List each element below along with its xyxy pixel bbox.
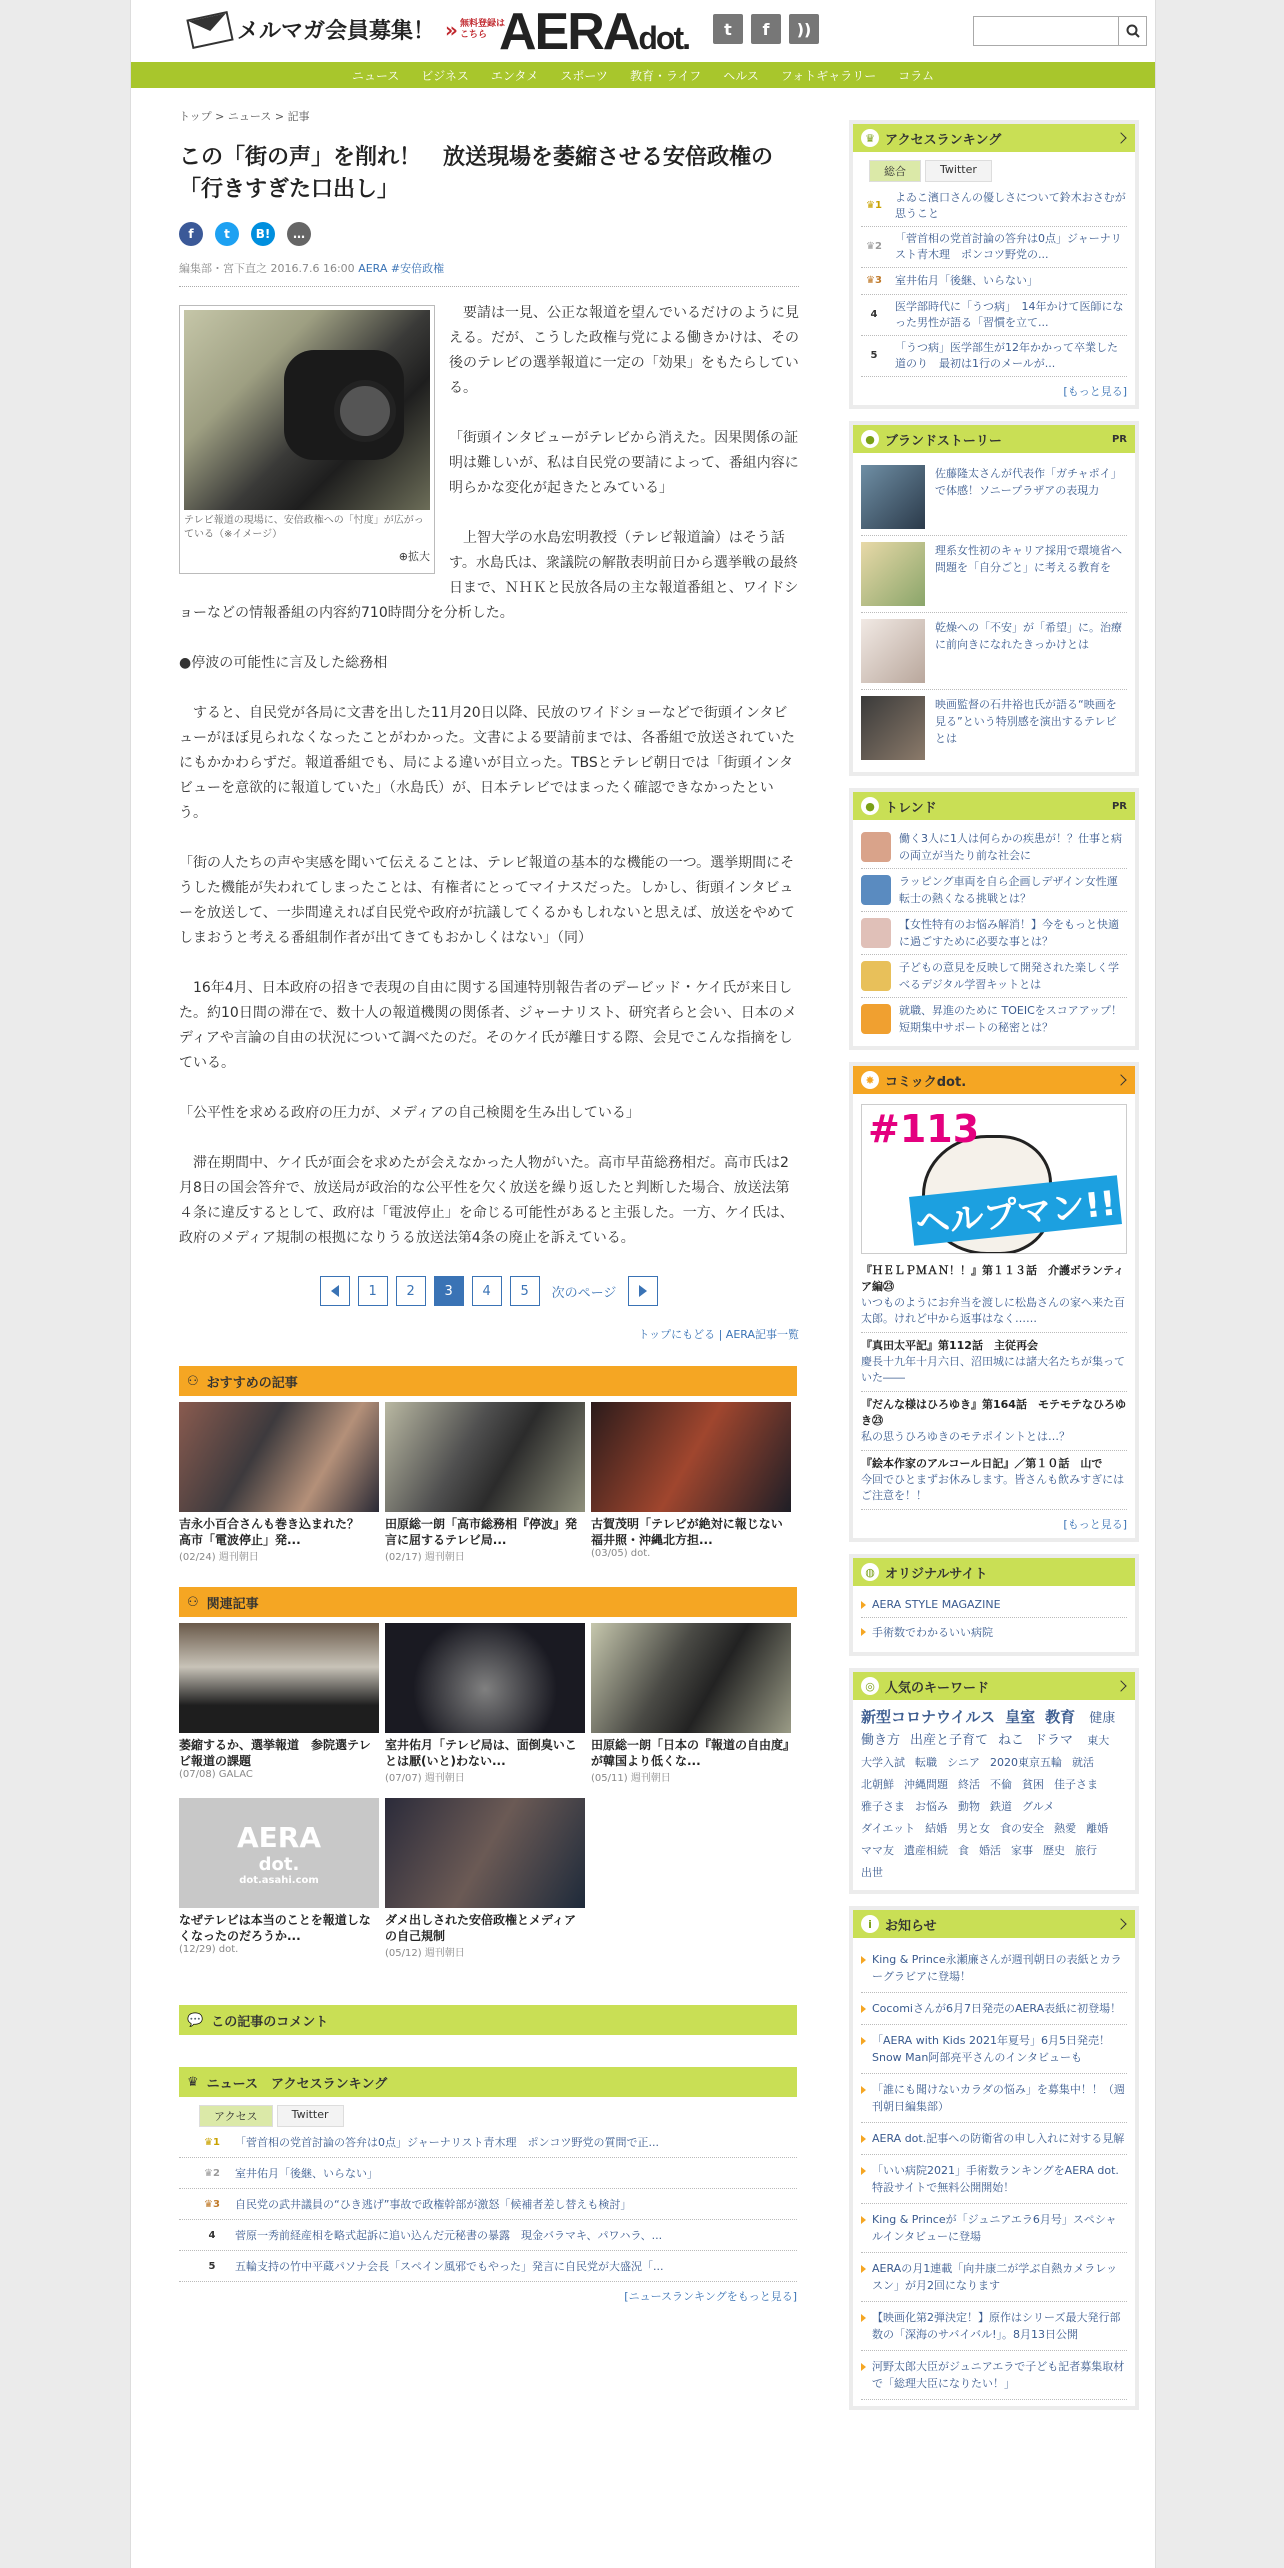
card-sub: (05/11) 週刊朝日 [591, 1773, 671, 1784]
ranking-title: 菅原一秀前経産相を略式起訴に追い込んだ元秘書の暴露 現金バラマキ、パワハラ、... [235, 2229, 663, 2242]
photo-caption: テレビ報道の現場に、安倍政権への「忖度」が広がっている（※イメージ） [184, 515, 424, 540]
card-title: 田原総一朗「高市総務相『停波』発言に屈するテレビ局... [385, 1517, 578, 1547]
recommended-thumb [591, 1402, 791, 1512]
keyword-link[interactable]: 出産と子育て [910, 1733, 989, 1748]
ranking-title: 「菅首相の党首討論の答弁は0点」ジャーナリスト青木理 ポンコツ野党の... [895, 232, 1122, 261]
brand-item[interactable] [861, 690, 1127, 766]
network-icon: ⚇ [187, 1373, 199, 1389]
keywords-title: 人気のキーワード [885, 1680, 990, 1696]
card-sub: (03/05) dot. [591, 1548, 651, 1559]
news-ranking-tabs [199, 2105, 797, 2127]
related-thumb [179, 1623, 379, 1733]
nav-item-column[interactable]: コラム [898, 68, 935, 83]
tab-overall[interactable]: 総合 [869, 160, 921, 182]
social-links [713, 14, 819, 44]
comic-more-link[interactable]: [もっと見る] [1063, 1518, 1127, 1531]
keyword-cloud [853, 1700, 1135, 1890]
ranking-item[interactable] [861, 227, 1127, 268]
article-meta [179, 260, 799, 287]
bronze-crown-icon: ♛3 [866, 275, 882, 286]
nav-item-entertainment[interactable]: エンタメ [490, 68, 539, 83]
notice-item[interactable]: King & Prince永瀬廉さんが週刊朝日の表紙とカラーグラビアに登場！ [861, 1944, 1127, 1993]
next-page-link[interactable]: 次のページ [551, 1285, 617, 1301]
keyword-link[interactable]: 大学入試 [861, 1756, 905, 1769]
comic-item-desc: いつものようにお弁当を渡しに松島さんの家へ来た百太郎。けれど中から返事はなく…… [861, 1296, 1125, 1325]
ranking-title: 「菅首相の党首討論の答弁は0点」ジャーナリスト青木理 ポンコツ野党の質問で正... [235, 2136, 660, 2149]
pr-badge: PR [1111, 800, 1127, 812]
trend-item[interactable] [861, 912, 1127, 955]
ranking-row[interactable] [179, 2189, 797, 2220]
arrow-right-icon [639, 1285, 647, 1297]
brand-story-title: ブランドストーリー [885, 433, 1002, 449]
keyword-link[interactable]: 離婚 [1086, 1822, 1109, 1835]
keyword-link[interactable]: 家事 [1011, 1844, 1033, 1857]
ranking-row[interactable] [179, 2158, 797, 2189]
page-2-button[interactable]: 2 [396, 1276, 426, 1306]
person-icon: ● [861, 797, 879, 815]
envelope-icon [186, 10, 233, 48]
trend-item[interactable] [861, 998, 1127, 1040]
keyword-link[interactable]: 鉄道 [990, 1800, 1012, 1813]
site-header [131, 0, 1155, 62]
brand-item[interactable] [861, 459, 1127, 536]
brand-text: 佐藤隆太さんが代表作「ガチャポイ」で体感！ソニープラザアの表現力 [935, 467, 1122, 497]
keyword-link[interactable]: 佳子さま [1054, 1778, 1098, 1791]
keyword-link[interactable]: 男と女 [957, 1822, 991, 1835]
breadcrumb: トップ > ニュース > 記事 [179, 110, 310, 123]
ranking-title: 「うつ病」医学部生が12年かかって卒業した道のり 最初は1行のメールが... [895, 341, 1118, 370]
notice-item[interactable]: 「誰にも聞けないカラダの悩み」を募集中！！（週刊朝日編集部） [861, 2074, 1127, 2123]
keyword-link[interactable]: 新型コロナウイルス [861, 1708, 996, 1726]
sidebar [849, 120, 1139, 2422]
recommended-grid [179, 1402, 803, 1563]
prev-page-button[interactable] [320, 1276, 350, 1306]
notice-item[interactable]: 「いい病院2021」手術数ランキングをAERA dot.特設サイトで無料公開開始！ [861, 2155, 1127, 2204]
camera-photo [184, 310, 430, 510]
trend-text: 就職、昇進のために TOEICをスコアアップ！短期集中サポートの秘密とは？ [899, 1004, 1122, 1034]
silver-crown-icon: ♛2 [866, 241, 882, 252]
keyword-link[interactable]: 熱愛 [1054, 1822, 1077, 1835]
ranking-row[interactable] [179, 2220, 797, 2251]
keyword-link[interactable]: ねこ [998, 1733, 1025, 1748]
comic-item[interactable] [861, 1392, 1127, 1451]
search-input[interactable] [973, 16, 1119, 46]
search-icon [1126, 24, 1140, 38]
article-paragraph: 滞在期間中、ケイ氏が面会を求めたが会えなかった人物がいた。高市早苗総務相だ。高市氏は2月8日の国会答弁で、放送局が政治的な公平性を欠く放送を繰り返したと判断した場合、放送法第４条に違反するとして、政府は「電波停止」を命じる可能性があると主張した。一方、ケイ氏は、政府のメディア規制の根拠になりうる放送法第4条の廃止を訴えている。 [179, 1155, 794, 1246]
rank-number: 5 [208, 2260, 216, 2272]
notice-item[interactable]: 河野太郎大臣がジュニアエラで子ども記者募集取材で「総理大臣になりたい！」 [861, 2351, 1127, 2400]
article-paragraph: 上智大学の水島宏明教授（テレビ報道論）はそう話す。水島氏は、衆議院の解散表明前日から選挙戦の最終日まで、ＮＨＫと民放各局の主な報道番組と、ワイドショーなどの情報番組の内容約710時間分を分析した。 [179, 530, 799, 621]
keyword-link[interactable]: 貧困 [1022, 1778, 1044, 1791]
card-title: 室井佑月「テレビ局は、面倒臭いことは厭(いと)わない... [385, 1738, 577, 1768]
hatena-bookmark-icon[interactable]: B! [251, 222, 275, 246]
mail-signup-text: 無料登録は こちら [459, 18, 505, 40]
keyword-link[interactable]: 終活 [958, 1778, 980, 1791]
comic-box [849, 1062, 1139, 1542]
notice-header[interactable] [853, 1910, 1135, 1938]
ranking-item[interactable] [861, 336, 1127, 377]
chevron-right-icon [1115, 132, 1126, 143]
aera-dot-placeholder-thumb [179, 1798, 379, 1908]
article-paragraph: 「街頭インタビューがテレビから消えた。因果関係の証明は難しいが、私は自民党の要請によって、番組内容に明らかな変化が起きたとみている」 [449, 430, 799, 496]
article-paragraph: すると、自民党が各局に文書を出した11月20日以降、民放のワイドショーなどで街頭インタビューがほぼ見られなくなったことがわかった。文書による要請前までは、各番組で放送されていたにもかかわらずだ。報道番組でも、局による違いが目立った。TBSとテレビ朝日では「街頭インタビューを意欲的に報道していた」（水島氏）が、日本テレビではまったく確認できなかったという。 [179, 705, 795, 821]
trend-thumb [861, 875, 891, 905]
keyword-link[interactable]: 働き方 [861, 1733, 901, 1748]
related-card[interactable] [385, 1798, 585, 1959]
keyword-link[interactable]: 遺産相続 [904, 1844, 948, 1857]
nav-item-health[interactable]: ヘルス [723, 68, 759, 83]
tab-twitter[interactable]: Twitter [277, 2105, 344, 2127]
article-main [169, 108, 809, 2304]
ranking-title: よゐこ濱口さんの優しさについて鈴木おさむが思うこと [895, 191, 1126, 220]
card-title: なぜテレビは本当のことを報道しなくなったのだろうか... [179, 1913, 371, 1943]
brand-thumb [861, 696, 925, 760]
brand-story-header [853, 425, 1135, 453]
notice-item[interactable]: Cocomiさんが6月7日発売のAERA表紙に初登場！ [861, 1993, 1127, 2025]
notice-box [849, 1906, 1139, 2410]
ranking-title: 自民党の武井議員の“ひき逃げ”事故で政権幹部が激怒「候補者差し替えも検討」 [235, 2198, 632, 2211]
recommended-thumb [179, 1402, 379, 1512]
keyword-link[interactable]: ダイエット [861, 1822, 916, 1835]
trend-item[interactable] [861, 869, 1127, 912]
back-links: トップにもどる | AERA記事一覧 [638, 1328, 799, 1341]
speech-bubble-icon: 💬 [187, 2012, 204, 2028]
zoom-link[interactable]: ⊕拡大 [398, 550, 430, 563]
card-title: ダメ出しされた安倍政権とメディアの自己規制 [385, 1913, 577, 1943]
twitter-share-icon[interactable]: t [215, 222, 239, 246]
notice-item[interactable]: 【映画化第2弾決定！】原作はシリーズ最大発行部数の「深海のサバイバル!」。8月13日公開 [861, 2302, 1127, 2351]
globe-icon: ◍ [861, 1563, 879, 1581]
pagination [169, 1276, 809, 1306]
comment-icon[interactable]: … [287, 222, 311, 246]
chevron-right-icon [1115, 1918, 1126, 1929]
page-5-button[interactable]: 5 [510, 1276, 540, 1306]
original-site-link[interactable]: 手術数でわかるいい病院 [861, 1618, 1127, 1646]
recommended-card[interactable] [591, 1402, 791, 1563]
comic-item-title: 『だんな様はひろゆき』第164話 モテモテなひろゆき㉓ [861, 1398, 1126, 1427]
related-card[interactable] [591, 1623, 791, 1784]
related-thumb [385, 1798, 585, 1908]
card-sub: (02/24) 週刊朝日 [179, 1552, 259, 1563]
keyword-link[interactable]: 旅行 [1075, 1844, 1097, 1857]
trend-title: トレンド [885, 800, 937, 816]
rank-number: 4 [870, 309, 878, 320]
related-card[interactable] [385, 1623, 585, 1784]
keyword-link[interactable]: 出世 [861, 1866, 883, 1879]
article-tag-link[interactable]: #安倍政権 [390, 262, 445, 275]
trend-item[interactable] [861, 955, 1127, 998]
page-1-button[interactable]: 1 [358, 1276, 388, 1306]
recommended-thumb [385, 1402, 585, 1512]
twitter-icon[interactable]: t [713, 14, 743, 44]
brand-text: 乾燥への「不安」が「希望」に。治療に前向きになれたきっかけとは [935, 621, 1122, 651]
brand-thumb [861, 619, 925, 683]
aera-list-link[interactable]: AERA記事一覧 [725, 1328, 799, 1341]
comic-item-title: 『絵本作家のアルコール日記』／第１０話 山で [861, 1457, 1103, 1470]
nav-item-photo[interactable]: フォトギャラリー [780, 68, 877, 83]
card-title: 田原総一朗「日本の『報道の自由度』が韓国より低くな... [591, 1738, 790, 1768]
related-card[interactable] [179, 1623, 379, 1784]
keyword-link[interactable]: 北朝鮮 [861, 1778, 894, 1791]
keyword-link[interactable]: 転職 [915, 1756, 937, 1769]
keyword-link[interactable]: 歴史 [1043, 1844, 1065, 1857]
trend-thumb [861, 1004, 891, 1034]
notice-item[interactable]: 「AERA with Kids 2021年夏号」6月5日発売！Snow Man阿部亮平さんのインタビューも [861, 2025, 1127, 2074]
recommended-title: おすすめの記事 [206, 1375, 298, 1391]
page-container [130, 0, 1156, 2568]
card-title: 萎縮するか、選挙報道 参院選テレビ報道の課題 [179, 1738, 371, 1768]
keyword-link[interactable]: 結婚 [925, 1822, 948, 1835]
nav-item-sports[interactable]: スポーツ [560, 68, 608, 83]
trend-thumb [861, 918, 891, 948]
comic-item[interactable] [861, 1333, 1127, 1392]
silver-crown-icon: ♛ 2 [204, 2167, 220, 2179]
article-title: この「街の声」を削れ！ 放送現場を萎縮させる安倍政権の「行きすぎた口出し」 [179, 145, 774, 202]
news-ranking-box [179, 2105, 797, 2304]
comic-item[interactable] [861, 1258, 1127, 1333]
article-paragraph: 「街の人たちの声や実感を聞いて伝えることは、テレビ報道の基本的な機能の一つ。選挙期間にそうした機能が失われてしまったことは、有権者にとってマイナスだった。しかし、街頭インタビューを放送して、一歩間違えれば自民党や政府が抗議してくるかもしれないと思えば、放送をやめてしまおうと考える番組制作者が出てきてもおかしくはない」（同） [179, 855, 795, 946]
keyword-link[interactable]: 不倫 [990, 1778, 1012, 1791]
related-grid [179, 1623, 803, 1959]
sun-icon: ✸ [861, 1071, 879, 1089]
brand-item[interactable] [861, 536, 1133, 613]
comic-item-desc: 慶長十九年十月六日、沼田城には諸大名たちが集っていた―― [861, 1355, 1125, 1384]
search-box [973, 16, 1147, 46]
comic-item-desc: 今回でひとまずお休みします。皆さんも飲みすぎにはご注意を！！ [861, 1473, 1125, 1502]
access-ranking-box [849, 120, 1139, 409]
rank-number: 4 [208, 2229, 216, 2241]
trend-text: 子どもの意見を反映して開発された楽しく学べるデジタル学習キットとは [899, 961, 1119, 991]
card-sub: (02/17) 週刊朝日 [385, 1552, 465, 1563]
breadcrumb-news[interactable]: ニュース [227, 110, 272, 123]
nav-item-education[interactable]: 教育・ライフ [629, 68, 702, 83]
brand-thumb [861, 542, 925, 606]
gold-crown-icon: ♛ 1 [204, 2136, 220, 2148]
facebook-icon[interactable]: f [751, 14, 781, 44]
comic-item[interactable] [861, 1451, 1127, 1510]
related-thumb [385, 1623, 585, 1733]
keyword-link[interactable]: 食の安全 [1000, 1822, 1045, 1835]
keyword-link[interactable]: 沖縄問題 [904, 1778, 948, 1791]
comic-item-title: 『ＨＥＬＰＭＡＮ！！』第１１３話 介護ボランティア編㉓ [861, 1264, 1125, 1293]
related-thumb [591, 1623, 791, 1733]
brand-story-box [849, 421, 1139, 776]
crown-icon: ♛ [187, 2074, 199, 2090]
keyword-link[interactable]: お悩み [915, 1800, 948, 1813]
ranking-title: 室井佑月「後継、いらない」 [235, 2167, 378, 2180]
breadcrumb-top[interactable]: トップ [179, 110, 212, 123]
card-sub: (12/29) dot. [179, 1944, 239, 1955]
ranking-item[interactable] [861, 295, 1127, 336]
back-to-top-link[interactable]: トップにもどる [638, 1328, 716, 1341]
card-title: 吉永小百合さんも巻き込まれた？ 高市「電波停止」発... [179, 1517, 372, 1547]
network-icon: ⚇ [187, 1594, 199, 1610]
original-site-box [849, 1554, 1139, 1656]
access-ranking-header[interactable] [853, 124, 1135, 152]
site-logo[interactable] [499, 2, 689, 62]
logo-dot: dot. [638, 20, 689, 56]
chevron-right-icon [1115, 1680, 1126, 1691]
keyword-link[interactable]: ママ友 [861, 1844, 894, 1857]
comments-header [179, 2005, 797, 2035]
comic-episode-number: #113 [868, 1107, 980, 1151]
ranking-row[interactable] [179, 2251, 797, 2282]
info-icon: i [861, 1915, 879, 1933]
next-page-button[interactable] [628, 1276, 658, 1306]
ranking-title: 室井佑月「後継、いらない」 [895, 274, 1038, 287]
brand-text: 映画監督の石井裕也氏が語る“映画を見る”という特別感を演出するテレビとは [935, 698, 1117, 745]
card-sub: (07/08) GALAC [179, 1769, 253, 1780]
keyword-link[interactable]: 食 [958, 1844, 969, 1857]
article-photo[interactable] [179, 305, 435, 574]
brand-item[interactable] [861, 613, 1127, 690]
original-site-header [853, 1558, 1135, 1586]
trend-thumb [861, 832, 891, 862]
keyword-link[interactable]: 教育 [1045, 1708, 1076, 1726]
thumb-logo-main: AERA [236, 1820, 322, 1854]
keyword-link[interactable]: 婚活 [979, 1844, 1001, 1857]
news-ranking-more-link[interactable]: [ニュースランキングをもっと見る] [624, 2290, 797, 2303]
mail-magazine-title: メルマガ会員募集！ [237, 19, 436, 44]
crown-icon: ♛ [861, 129, 879, 147]
card-title: 古賀茂明「テレビが絶対に報じない福井照・沖縄北方担... [591, 1517, 783, 1547]
article-paragraph: 「公平性を求める政府の圧力が、メディアの自己検閲を生み出している」 [179, 1105, 640, 1121]
brand-text: 理系女性初のキャリア採用で環境省へ 問題を「自分ごと」に考える教育を [935, 544, 1133, 574]
comic-cover[interactable] [861, 1104, 1127, 1254]
chevron-right-icon [1115, 1074, 1126, 1085]
recommended-header [179, 1366, 797, 1396]
rank-number: 5 [870, 350, 878, 361]
news-ranking-header [179, 2067, 797, 2097]
access-more-link[interactable]: [もっと見る] [1063, 385, 1127, 398]
brand-thumb [861, 465, 925, 529]
keyword-link[interactable]: グルメ [1022, 1800, 1055, 1813]
pr-badge: PR [1111, 433, 1127, 445]
ranking-row[interactable] [179, 2127, 797, 2158]
comic-title: コミックdot. [885, 1074, 967, 1090]
comic-item-desc: 私の思うひろゆきのモテポイントとは…？ [861, 1430, 1070, 1443]
person-icon: ● [861, 430, 879, 448]
comic-item-title: 『真田太平記』第112話 主従再会 [861, 1339, 1038, 1352]
notice-item[interactable]: AERA dot.記事への防衛省の申し入れに対する見解 [861, 2123, 1127, 2155]
recommended-card[interactable] [179, 1402, 379, 1563]
article-paragraph: 16年4月、日本政府の招きで表現の自由に関する国連特別報告者のデービッド・ケイ氏が来日した。約10日間の滞在で、数十人の報道機関の関係者、ジャーナリスト、研究者らと会い、日本のメディアや言論の自由の状況について調べたのだ。そのケイ氏が離日する際、会見でこんな指摘をしている。 [179, 980, 797, 1071]
comments-title: この記事のコメント [211, 2014, 329, 2030]
trend-text: ラッピング車両を自ら企画しデザイン女性運転士の熱くなる挑戦とは？ [899, 875, 1118, 905]
card-sub: (05/12) 週刊朝日 [385, 1948, 465, 1959]
main-nav [131, 62, 1155, 88]
keyword-link[interactable]: 2020東京五輪 [990, 1756, 1062, 1769]
article-source-link[interactable]: AERA [358, 262, 388, 275]
trend-text: 働く3人に1人は何らかの疾患が！？仕事と病の両立が当たり前な社会に [899, 832, 1122, 862]
keyword-link[interactable]: 東大 [1087, 1734, 1110, 1747]
related-title: 関連記事 [206, 1596, 259, 1612]
breadcrumb-article: 記事 [287, 110, 310, 123]
nav-item-business[interactable]: ビジネス [421, 68, 469, 83]
keywords-header[interactable] [853, 1672, 1135, 1700]
double-chevron-icon: » [445, 17, 458, 42]
tab-access[interactable]: アクセス [199, 2105, 273, 2127]
notice-item[interactable]: AERAの月1連載「向井康二が学ぶ自熱カメラレッスン」が月2回になります [861, 2253, 1127, 2302]
ranking-title: 医学部時代に「うつ病」 14年かけて医師になった男性が語る「習慣を立て... [895, 300, 1124, 329]
keyword-link[interactable]: 皇室 [1005, 1708, 1036, 1726]
nav-item-news[interactable]: ニュース [351, 68, 400, 83]
keyword-link[interactable]: 雅子さま [861, 1800, 905, 1813]
keywords-box [849, 1668, 1139, 1894]
related-header [179, 1587, 797, 1617]
trend-text: 【女性特有のお悩み解消！】今をもっと快適に過ごすために必要な事とは？ [899, 918, 1119, 948]
keyword-link[interactable]: シニア [947, 1756, 980, 1769]
news-ranking-title: ニュース アクセスランキング [206, 2076, 388, 2092]
facebook-share-icon[interactable]: f [179, 222, 203, 246]
access-ranking-title: アクセスランキング [885, 132, 1002, 148]
keyword-link[interactable]: 動物 [958, 1800, 980, 1813]
thumb-logo-dot: dot. [258, 1853, 300, 1875]
search-button[interactable] [1119, 16, 1147, 46]
page-3-button[interactable]: 3 [434, 1276, 464, 1306]
arrow-left-icon [331, 1285, 339, 1297]
trend-thumb [861, 961, 891, 991]
notice-title: お知らせ [885, 1918, 937, 1934]
trend-item[interactable] [861, 826, 1127, 869]
keyword-link[interactable]: 健康 [1089, 1711, 1116, 1726]
original-site-title: オリジナルサイト [885, 1566, 988, 1582]
share-buttons [179, 222, 799, 246]
page-4-button[interactable]: 4 [472, 1276, 502, 1306]
target-icon: ◎ [861, 1677, 879, 1695]
thumb-url: dot.asahi.com [239, 1874, 319, 1886]
logo-main: AERA [499, 3, 639, 61]
original-site-link[interactable]: AERA STYLE MAGAZINE [861, 1592, 1127, 1618]
trend-header [853, 792, 1135, 820]
ranking-title: 五輪支持の竹中平蔵パソナ会長「スペイン風邪でもやった」発言に自民党が大盛況「... [235, 2260, 664, 2273]
rss-icon[interactable]: )) [789, 14, 819, 44]
gold-crown-icon: ♛1 [866, 200, 882, 211]
article-subheading: ●停波の可能性に言及した総務相 [179, 655, 388, 671]
card-sub: (07/07) 週刊朝日 [385, 1773, 465, 1784]
comic-header[interactable] [853, 1066, 1135, 1094]
related-card[interactable] [179, 1798, 379, 1959]
article-paragraph: 要請は一見、公正な報道を望んでいるだけのように見える。だが、こうした政権与党による働きかけは、その後のテレビの選挙報道に一定の「効果」をもたらしている。 [449, 305, 799, 396]
ranking-item[interactable] [861, 186, 1127, 227]
tab-twitter[interactable]: Twitter [925, 160, 992, 182]
article-body [179, 301, 799, 1251]
keyword-link[interactable]: 就活 [1072, 1756, 1094, 1769]
notice-item[interactable]: King & Princeが「ジュニアエラ6月号」スペシャルインタビューに登場 [861, 2204, 1127, 2253]
bronze-crown-icon: ♛ 3 [204, 2198, 220, 2210]
access-ranking-tabs [869, 160, 1127, 182]
recommended-card[interactable] [385, 1402, 585, 1563]
trend-box [849, 788, 1139, 1050]
keyword-link[interactable]: ドラマ [1034, 1733, 1074, 1748]
ranking-item[interactable] [861, 268, 1127, 295]
comic-cover-title: ヘルプマン!! [909, 1175, 1122, 1246]
article-byline: 編集部・宮下直之 2016.7.6 16:00 [179, 262, 355, 275]
mail-magazine-banner[interactable] [189, 14, 512, 45]
